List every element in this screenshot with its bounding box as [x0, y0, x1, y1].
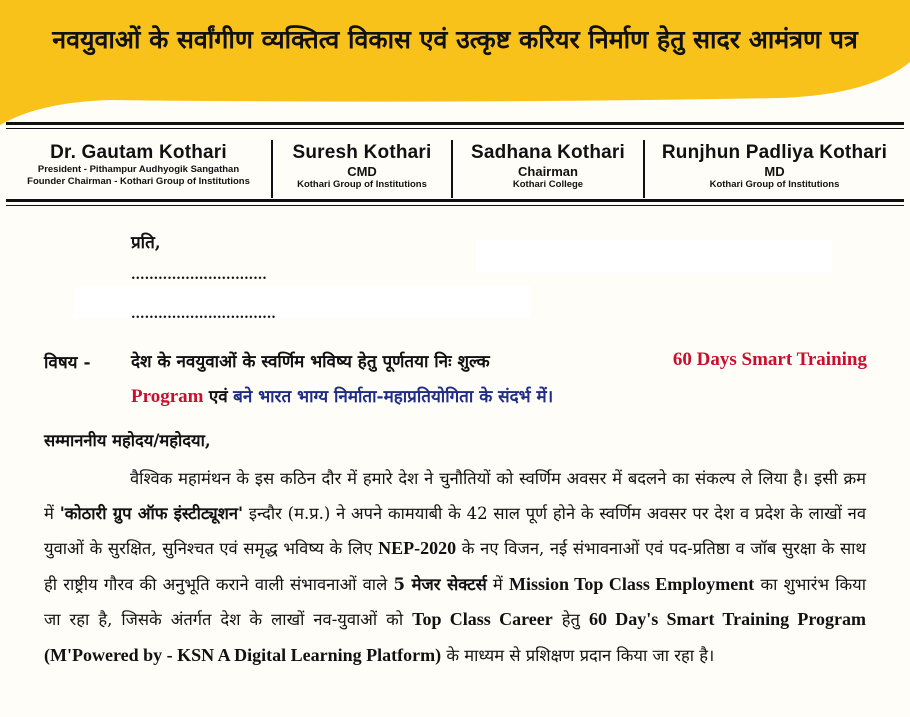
subject-and: एवं: [208, 387, 228, 407]
para-mission: Mission Top Class Employment: [508, 573, 755, 594]
signatory-1: [6, 138, 271, 198]
body-paragraph: [44, 462, 866, 673]
header-rule-thin: [6, 128, 904, 129]
signatory-2: [273, 138, 451, 198]
header-rule-top: [6, 122, 904, 125]
signatory-name: Dr. Gautam Kothari: [50, 142, 227, 163]
signatory-role: MD: [764, 164, 785, 179]
para-text: के माध्यम से प्रशिक्षण प्रदान किया जा रहा है।: [446, 645, 715, 665]
para-text: में: [492, 574, 503, 594]
subject-competition: बने भारत भाग्य निर्माता-महाप्रतियोगिता के संदर्भ में।: [233, 387, 554, 407]
signatory-4: [645, 138, 904, 198]
header-band: [0, 0, 910, 130]
para-text: हेतु: [561, 610, 580, 629]
para-text: का शुभारंभ किया जा रहा है, जिसके अंतर्गत देश के लाखों नव-युवाओं को: [44, 574, 866, 629]
signatory-org: Kothari Group of Institutions: [709, 179, 840, 190]
signatory-name: Suresh Kothari: [292, 142, 432, 163]
signatory-3: [453, 138, 643, 198]
subject-label: विषय -: [44, 353, 91, 373]
names-rule-bottom: [6, 199, 904, 202]
salutation: सम्माननीय महोदय/महोदया,: [44, 431, 211, 450]
address-dots-1: ..............................: [131, 268, 267, 283]
to-label: प्रति,: [131, 233, 161, 253]
para-career: Top Class Career: [412, 609, 553, 629]
para-nep: NEP-2020: [378, 538, 457, 558]
subject-program: Program: [131, 386, 204, 407]
subject-line-2: [131, 384, 553, 408]
subject-program: 60 Days Smart Training: [672, 349, 867, 370]
signatory-name: Sadhana Kothari: [471, 142, 625, 163]
para-text: इन्दौर (म.प्र.) ने अपने कामयाबी के 42 साल पूर्ण होने के स्वर्णिम अवसर पर देश व प्रदेश के लाखों नव युवाओं के सुरक्षित, सुनिश्चत एवं समृद्ध भविष्य के लिए: [44, 503, 867, 558]
para-text: वैश्विक महामंथन के इस कठिन दौर में हमारे देश ने चुनौतियों को स्वर्णिम अवसर में बदलने का संकल्प ले लिया है। इसी क्रम में: [44, 469, 866, 523]
signatory-role: CMD: [347, 164, 377, 179]
subject-line-1: [131, 349, 867, 372]
para-org: 'कोठारी ग्रुप ऑफ इंस्टीट्यूशन': [59, 503, 244, 523]
signatory-org: Kothari Group of Institutions: [297, 179, 427, 190]
subject-text: देश के नवयुवाओं के स्वर्णिम भविष्य हेतु पूर्णतया निः शुल्क: [131, 352, 490, 372]
para-text: के नए विजन, नई संभावनाओं एवं पद-प्रतिष्ठा व जॉब सुरक्षा के साथ ही राष्ट्रीय गौरव की अनुभूति कराने वाली संभावनाओं वाले: [44, 539, 866, 594]
address-dots-2: ................................: [131, 307, 276, 322]
signatories-row: [6, 138, 904, 198]
para-sectors: 5 मेजर सेक्टर्स: [393, 574, 487, 594]
para-program: 60 Day's Smart Training Program (M'Powered by - KSN A Digital Learning Platform): [44, 609, 867, 665]
signatory-org: Kothari College: [512, 179, 584, 190]
signatory-org: Founder Chairman - Kothari Group of Institutions: [27, 176, 250, 187]
signatory-role: President - Pithampur Audhyogik Sangathan: [37, 164, 240, 175]
signatory-role: Chairman: [518, 164, 578, 179]
names-rule-thin: [6, 205, 904, 206]
signatory-name: Runjhun Padliya Kothari: [661, 142, 888, 163]
header-wave-shape: [0, 0, 910, 130]
page-title: नवयुवाओं के सर्वांगीण व्यक्तित्व विकास एवं उत्कृष्ट करियर निर्माण हेतु सादर आमंत्रण पत्र: [52, 25, 858, 54]
address-blank-field: [476, 240, 832, 273]
